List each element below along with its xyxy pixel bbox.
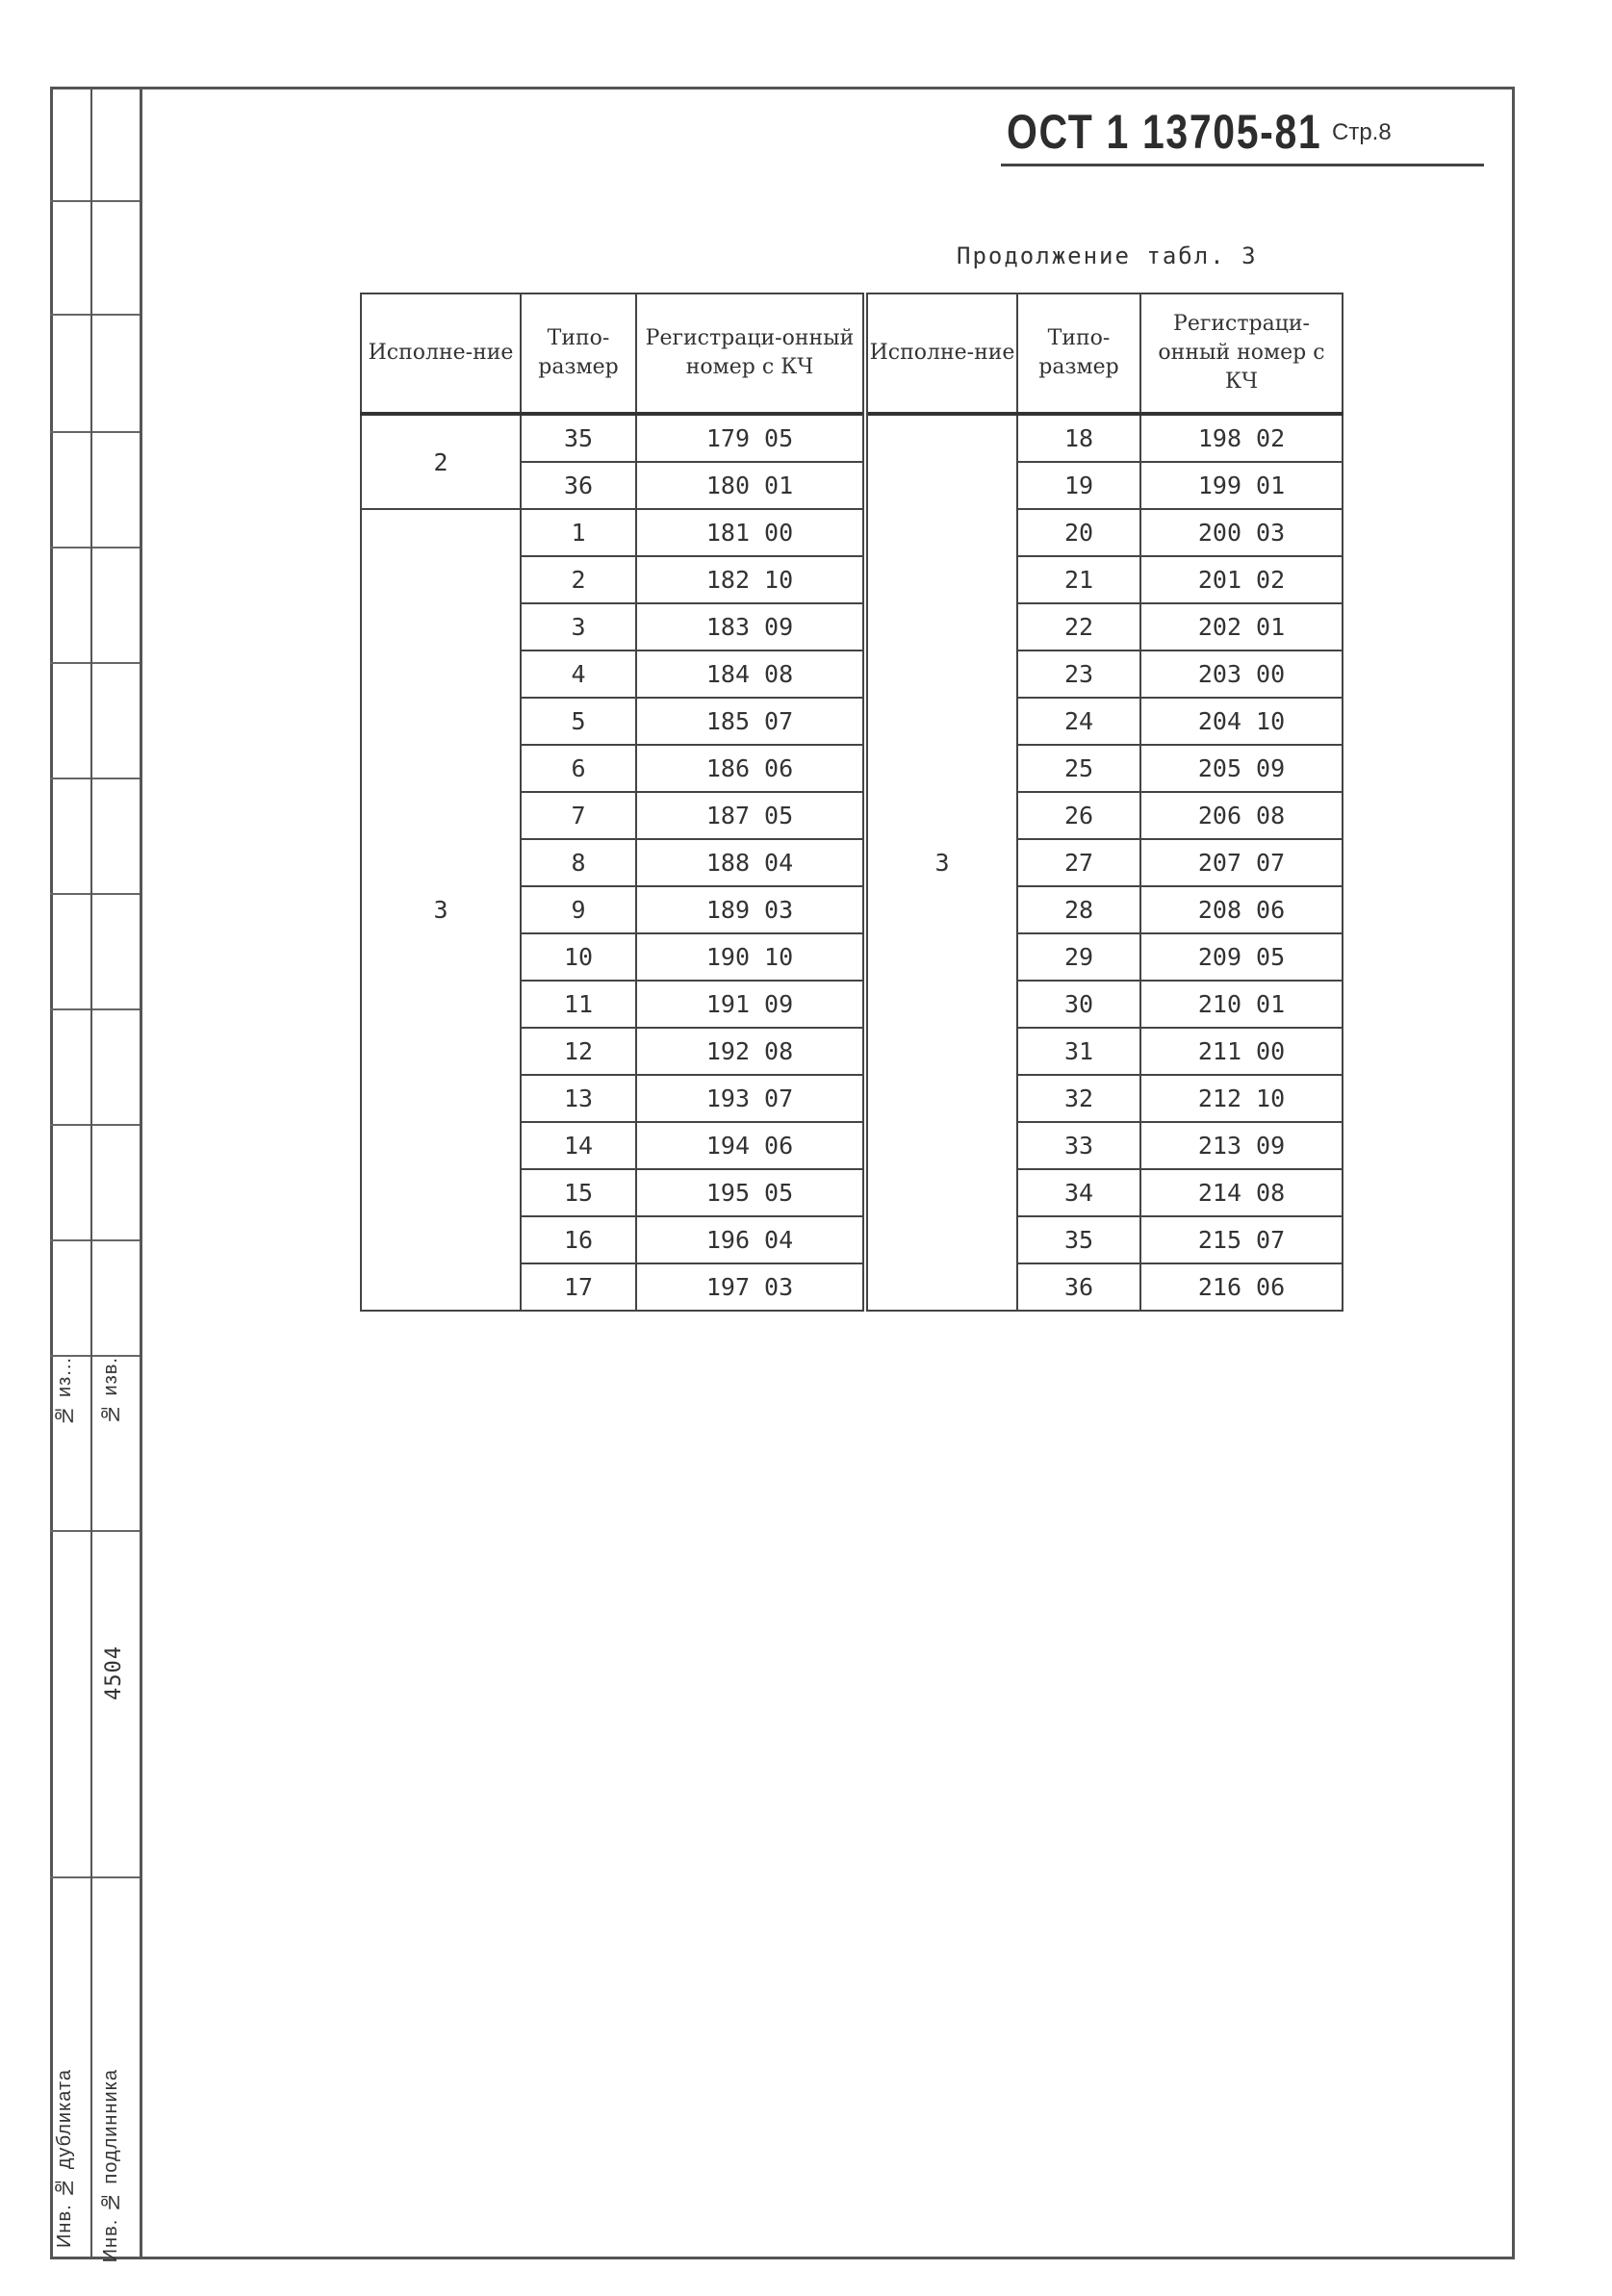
size-cell: 16 bbox=[521, 1216, 636, 1263]
notice-number-label: № изв. bbox=[100, 1357, 121, 1425]
registration-number-cell: 211 00 bbox=[1140, 1028, 1343, 1075]
duplicate-inventory-label: Инв. № дубликата bbox=[54, 2069, 75, 2248]
size-cell: 20 bbox=[1017, 509, 1140, 556]
size-cell: 34 bbox=[1017, 1169, 1140, 1216]
strip-divider bbox=[50, 1876, 140, 1878]
strip-divider bbox=[50, 1530, 140, 1532]
registration-number-cell: 214 08 bbox=[1140, 1169, 1343, 1216]
original-inventory-number: 4504 bbox=[102, 1645, 126, 1700]
size-cell: 17 bbox=[521, 1263, 636, 1311]
size-cell: 23 bbox=[1017, 651, 1140, 698]
column-header: Исполне-ние bbox=[361, 293, 521, 414]
size-cell: 26 bbox=[1017, 792, 1140, 839]
page-number: Стр.8 bbox=[1332, 119, 1392, 145]
size-cell: 1 bbox=[521, 509, 636, 556]
registration-number-cell: 204 10 bbox=[1140, 698, 1343, 745]
registration-number-cell: 194 06 bbox=[636, 1122, 865, 1169]
size-cell: 11 bbox=[521, 981, 636, 1028]
registration-number-cell: 216 06 bbox=[1140, 1263, 1343, 1311]
size-cell: 3 bbox=[521, 603, 636, 651]
size-cell: 22 bbox=[1017, 603, 1140, 651]
registration-number-cell: 195 05 bbox=[636, 1169, 865, 1216]
registration-number-cell: 180 01 bbox=[636, 462, 865, 509]
size-cell: 35 bbox=[1017, 1216, 1140, 1263]
registration-number-cell: 197 03 bbox=[636, 1263, 865, 1311]
registration-number-cell: 206 08 bbox=[1140, 792, 1343, 839]
size-cell: 12 bbox=[521, 1028, 636, 1075]
registration-table bbox=[360, 293, 1343, 1312]
registration-number-cell: 196 04 bbox=[636, 1216, 865, 1263]
registration-number-cell: 179 05 bbox=[636, 414, 865, 462]
size-cell: 2 bbox=[521, 556, 636, 603]
size-cell: 7 bbox=[521, 792, 636, 839]
registration-number-cell: 186 06 bbox=[636, 745, 865, 792]
registration-number-cell: 210 01 bbox=[1140, 981, 1343, 1028]
strip-divider bbox=[50, 778, 140, 779]
registration-number-cell: 193 07 bbox=[636, 1075, 865, 1122]
size-cell: 15 bbox=[521, 1169, 636, 1216]
size-cell: 21 bbox=[1017, 556, 1140, 603]
size-cell: 25 bbox=[1017, 745, 1140, 792]
registration-number-cell: 201 02 bbox=[1140, 556, 1343, 603]
size-cell: 32 bbox=[1017, 1075, 1140, 1122]
registration-number-cell: 215 07 bbox=[1140, 1216, 1343, 1263]
execution-cell: 2 bbox=[361, 414, 521, 509]
registration-number-cell: 213 09 bbox=[1140, 1122, 1343, 1169]
header-underline bbox=[1001, 164, 1484, 166]
registration-number-cell: 203 00 bbox=[1140, 651, 1343, 698]
registration-number-cell: 185 07 bbox=[636, 698, 865, 745]
column-header: Регистраци-онный номер с КЧ bbox=[636, 293, 865, 414]
strip-divider bbox=[50, 1008, 140, 1010]
registration-number-cell: 181 00 bbox=[636, 509, 865, 556]
size-cell: 13 bbox=[521, 1075, 636, 1122]
size-cell: 14 bbox=[521, 1122, 636, 1169]
registration-number-cell: 207 07 bbox=[1140, 839, 1343, 886]
strip-divider bbox=[50, 200, 140, 202]
registration-number-cell: 187 05 bbox=[636, 792, 865, 839]
size-cell: 24 bbox=[1017, 698, 1140, 745]
registration-number-cell: 188 04 bbox=[636, 839, 865, 886]
size-cell: 31 bbox=[1017, 1028, 1140, 1075]
size-cell: 6 bbox=[521, 745, 636, 792]
execution-cell: 3 bbox=[865, 414, 1017, 1311]
column-header: Регистраци-онный номер с КЧ bbox=[1140, 293, 1343, 414]
strip-divider bbox=[50, 314, 140, 316]
strip-divider bbox=[50, 893, 140, 895]
registration-number-cell: 202 01 bbox=[1140, 603, 1343, 651]
table-row bbox=[361, 414, 1343, 462]
strip-divider bbox=[50, 662, 140, 664]
size-cell: 18 bbox=[1017, 414, 1140, 462]
size-cell: 36 bbox=[521, 462, 636, 509]
registration-number-cell: 183 09 bbox=[636, 603, 865, 651]
registration-number-cell: 191 09 bbox=[636, 981, 865, 1028]
strip-divider bbox=[50, 547, 140, 548]
size-cell: 4 bbox=[521, 651, 636, 698]
column-header: Типо-размер bbox=[521, 293, 636, 414]
size-cell: 33 bbox=[1017, 1122, 1140, 1169]
size-cell: 10 bbox=[521, 933, 636, 981]
execution-cell: 3 bbox=[361, 509, 521, 1311]
registration-number-cell: 205 09 bbox=[1140, 745, 1343, 792]
size-cell: 19 bbox=[1017, 462, 1140, 509]
size-cell: 5 bbox=[521, 698, 636, 745]
table-caption: Продолжение табл. 3 bbox=[957, 242, 1258, 269]
registration-number-cell: 199 01 bbox=[1140, 462, 1343, 509]
registration-number-cell: 209 05 bbox=[1140, 933, 1343, 981]
size-cell: 30 bbox=[1017, 981, 1140, 1028]
registration-number-cell: 182 10 bbox=[636, 556, 865, 603]
column-header: Исполне-ние bbox=[865, 293, 1017, 414]
size-cell: 36 bbox=[1017, 1263, 1140, 1311]
document-code: ОСТ 1 13705-81 bbox=[1007, 105, 1322, 159]
size-cell: 29 bbox=[1017, 933, 1140, 981]
size-cell: 9 bbox=[521, 886, 636, 933]
table-header-row bbox=[361, 293, 1343, 414]
registration-number-cell: 198 02 bbox=[1140, 414, 1343, 462]
binding-strip bbox=[50, 87, 142, 2263]
strip-divider bbox=[50, 431, 140, 433]
registration-number-cell: 189 03 bbox=[636, 886, 865, 933]
registration-number-cell: 212 10 bbox=[1140, 1075, 1343, 1122]
registration-number-cell: 190 10 bbox=[636, 933, 865, 981]
table-row bbox=[361, 509, 1343, 556]
strip-divider bbox=[50, 1239, 140, 1241]
strip-divider bbox=[50, 1124, 140, 1126]
column-header: Типо-размер bbox=[1017, 293, 1140, 414]
registration-number-cell: 184 08 bbox=[636, 651, 865, 698]
original-inventory-label: Инв. № подлинника bbox=[100, 2069, 121, 2263]
size-cell: 28 bbox=[1017, 886, 1140, 933]
size-cell: 8 bbox=[521, 839, 636, 886]
change-number-label: № из... bbox=[54, 1357, 75, 1426]
registration-number-cell: 208 06 bbox=[1140, 886, 1343, 933]
size-cell: 27 bbox=[1017, 839, 1140, 886]
size-cell: 35 bbox=[521, 414, 636, 462]
registration-number-cell: 192 08 bbox=[636, 1028, 865, 1075]
strip-center-rule bbox=[90, 87, 92, 2259]
registration-number-cell: 200 03 bbox=[1140, 509, 1343, 556]
